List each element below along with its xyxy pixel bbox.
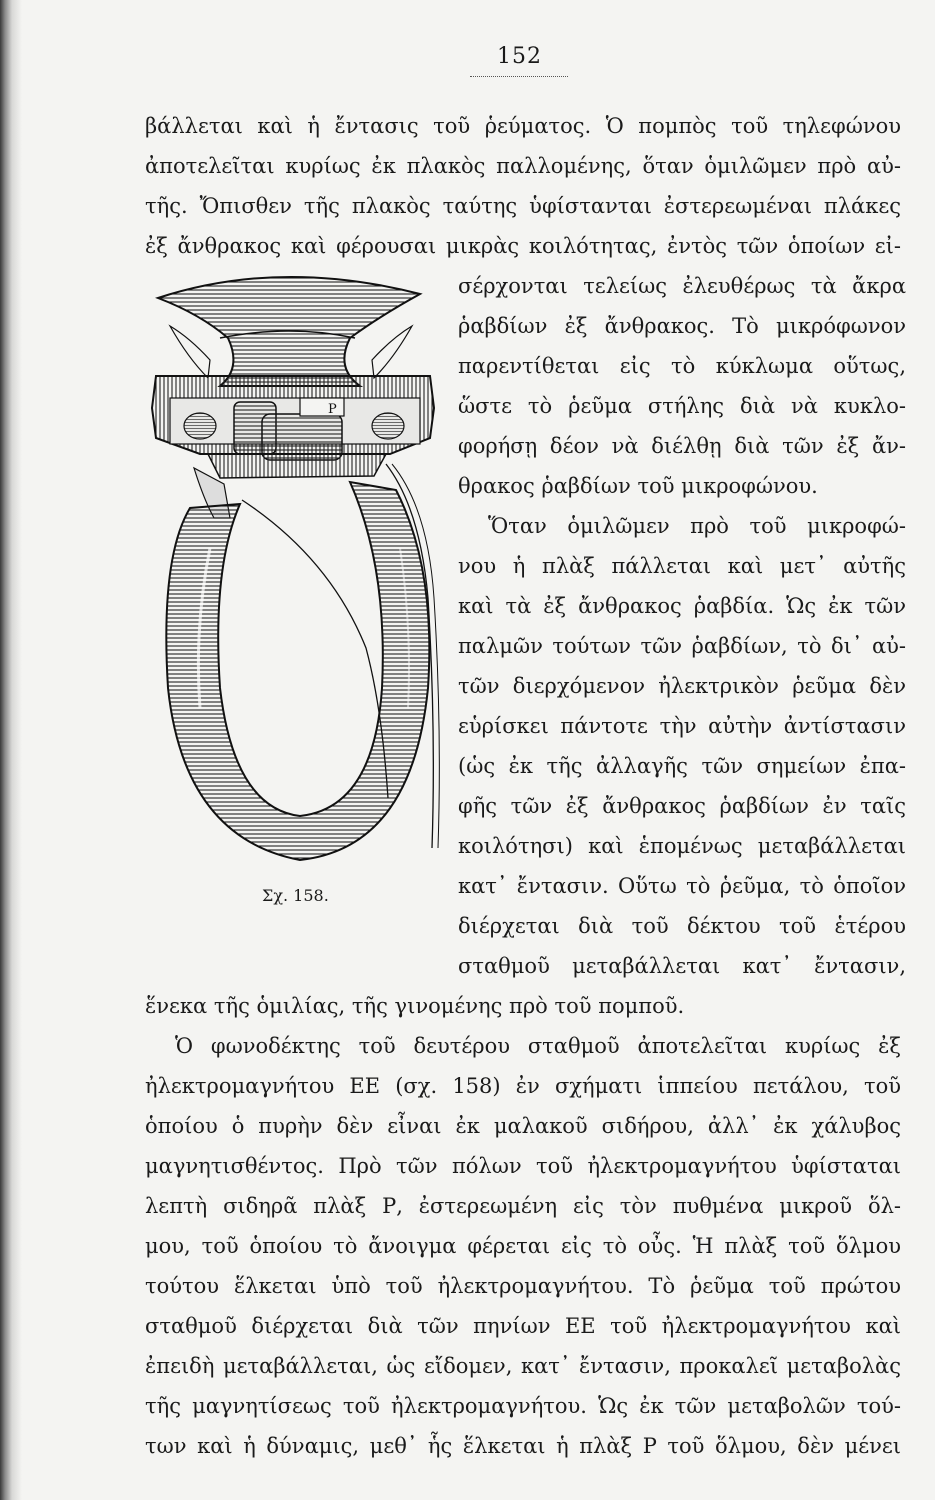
- text-line: (ὡς ἐκ τῆς ἀλλαγῆς τῶν σημείων ἐπα-: [458, 754, 906, 778]
- figure-label-p: P: [328, 402, 337, 417]
- text-line: ἐξ ἄνθρακος καὶ φέρουσαι μικρὰς κοιλότητας, ἐντὸς τῶν ὁποίων εἰ-: [145, 234, 901, 258]
- text-line: ἀποτελεῖται κυρίως ἐκ πλακὸς παλλομένης, ὅταν ὁμιλῶμεν πρὸ αὐ-: [145, 154, 901, 178]
- text-line: διέρχεται διὰ τοῦ δέκτου τοῦ ἑτέρου: [458, 914, 906, 938]
- text-line: σταθμοῦ διέρχεται διὰ τῶν πηνίων ΕΕ τοῦ ἠλεκτρομαγνήτου καὶ: [145, 1314, 901, 1338]
- text-line: φῆς τῶν ἐξ ἄνθρακος ῥαβδίων ἐν ταῖς: [458, 794, 906, 818]
- text-line: ἐπειδὴ μεταβάλλεται, ὡς εἴδομεν, κατ᾽ ἔντασιν, προκαλεῖ μεταβολὰς: [145, 1354, 901, 1378]
- page-number-rule: [470, 76, 568, 77]
- page-number: 152: [497, 44, 542, 69]
- text-line: νου ἡ πλὰξ πάλλεται καὶ μετ᾽ αὐτῆς: [458, 554, 906, 578]
- text-line: τούτου ἕλκεται ὑπὸ τοῦ ἠλεκτρομαγνήτου. Τὸ ῥεῦμα τοῦ πρώτου: [145, 1274, 901, 1298]
- text-line: θρακος ῥαβδίων τοῦ μικροφώνου.: [458, 474, 818, 498]
- text-line: μαγνητισθέντος. Πρὸ τῶν πόλων τοῦ ἠλεκτρομαγνήτου ὑφίσταται: [145, 1154, 901, 1178]
- text-line: λεπτὴ σιδηρᾶ πλὰξ Ρ, ἐστερεωμένη εἰς τὸν πυθμένα μικροῦ ὅλ-: [145, 1194, 901, 1218]
- text-line: Ὁ φωνοδέκτης τοῦ δευτέρου σταθμοῦ ἀποτελεῖται κυρίως ἐξ: [175, 1034, 901, 1058]
- telephone-receiver-figure: [150, 268, 442, 878]
- text-line: τῆς. Ὄπισθεν τῆς πλακὸς ταύτης ὑφίστανται ἐστερεωμέναι πλάκες: [145, 194, 901, 218]
- text-line: τῶν διερχόμενον ἠλεκτρικὸν ῥεῦμα δὲν: [458, 674, 906, 698]
- text-line: σταθμοῦ μεταβάλλεται κατ᾽ ἔντασιν,: [458, 954, 906, 978]
- text-line: ἠλεκτρομαγνήτου ΕΕ (σχ. 158) ἐν σχήματι ἱππείου πετάλου, τοῦ: [145, 1074, 901, 1098]
- text-line: τῆς μαγνητίσεως τοῦ ἠλεκτρομαγνήτου. Ὡς ἐκ τῶν μεταβολῶν τού-: [145, 1394, 901, 1418]
- text-line: κατ᾽ ἔντασιν. Οὕτω τὸ ῥεῦμα, τὸ ὁποῖον: [458, 874, 906, 898]
- figure-caption: Σχ. 158.: [262, 886, 329, 905]
- text-line: ὁποίου ὁ πυρὴν δὲν εἶναι ἐκ μαλακοῦ σιδήρου, ἀλλ᾽ ἐκ χάλυβος: [145, 1114, 901, 1138]
- text-line: ὥστε τὸ ῥεῦμα στήλης διὰ νὰ κυκλο-: [458, 394, 906, 418]
- text-line: ῥαβδίων ἐξ ἄνθρακος. Τὸ μικρόφωνον: [458, 314, 906, 338]
- text-line: βάλλεται καὶ ἡ ἔντασις τοῦ ῥεύματος. Ὁ πομπὸς τοῦ τηλεφώνου: [145, 114, 901, 138]
- text-line: φορήσῃ δέον νὰ διέλθῃ διὰ τῶν ἐξ ἄν-: [458, 434, 906, 458]
- text-line: μου, τοῦ ὁποίου τὸ ἄνοιγμα φέρεται εἰς τὸ οὖς. Ἡ πλὰξ τοῦ ὅλμου: [145, 1234, 901, 1258]
- text-line: καὶ τὰ ἐξ ἄνθρακος ῥαβδία. Ὡς ἐκ τῶν: [458, 594, 906, 618]
- earpiece-cup: [158, 277, 420, 386]
- text-line: εὑρίσκει πάντοτε τὴν αὐτὴν ἀντίστασιν: [458, 714, 906, 738]
- horseshoe-magnet: [166, 482, 429, 860]
- page-binding-edge: [0, 0, 22, 1500]
- text-line: κοιλότησι) καὶ ἑπομένως μεταβάλλεται: [458, 834, 906, 858]
- text-line: των καὶ ἡ δύναμις, μεθ᾽ ἧς ἕλκεται ἡ πλὰξ Ρ τοῦ ὅλμου, δὲν μένει: [145, 1434, 901, 1458]
- text-line: παλμῶν τούτων τῶν ῥαβδίων, τὸ δι᾽ αὐ-: [458, 634, 906, 658]
- text-line: Ὅταν ὁμιλῶμεν πρὸ τοῦ μικροφώ-: [488, 514, 906, 538]
- text-line: ἕνεκα τῆς ὁμιλίας, τῆς γινομένης πρὸ τοῦ πομποῦ.: [145, 994, 685, 1018]
- text-line: παρεντίθεται εἰς τὸ κύκλωμα οὕτως,: [458, 354, 906, 378]
- text-line: σέρχονται τελείως ἐλευθέρως τὰ ἄκρα: [458, 274, 906, 298]
- receiver-casing: [152, 376, 434, 460]
